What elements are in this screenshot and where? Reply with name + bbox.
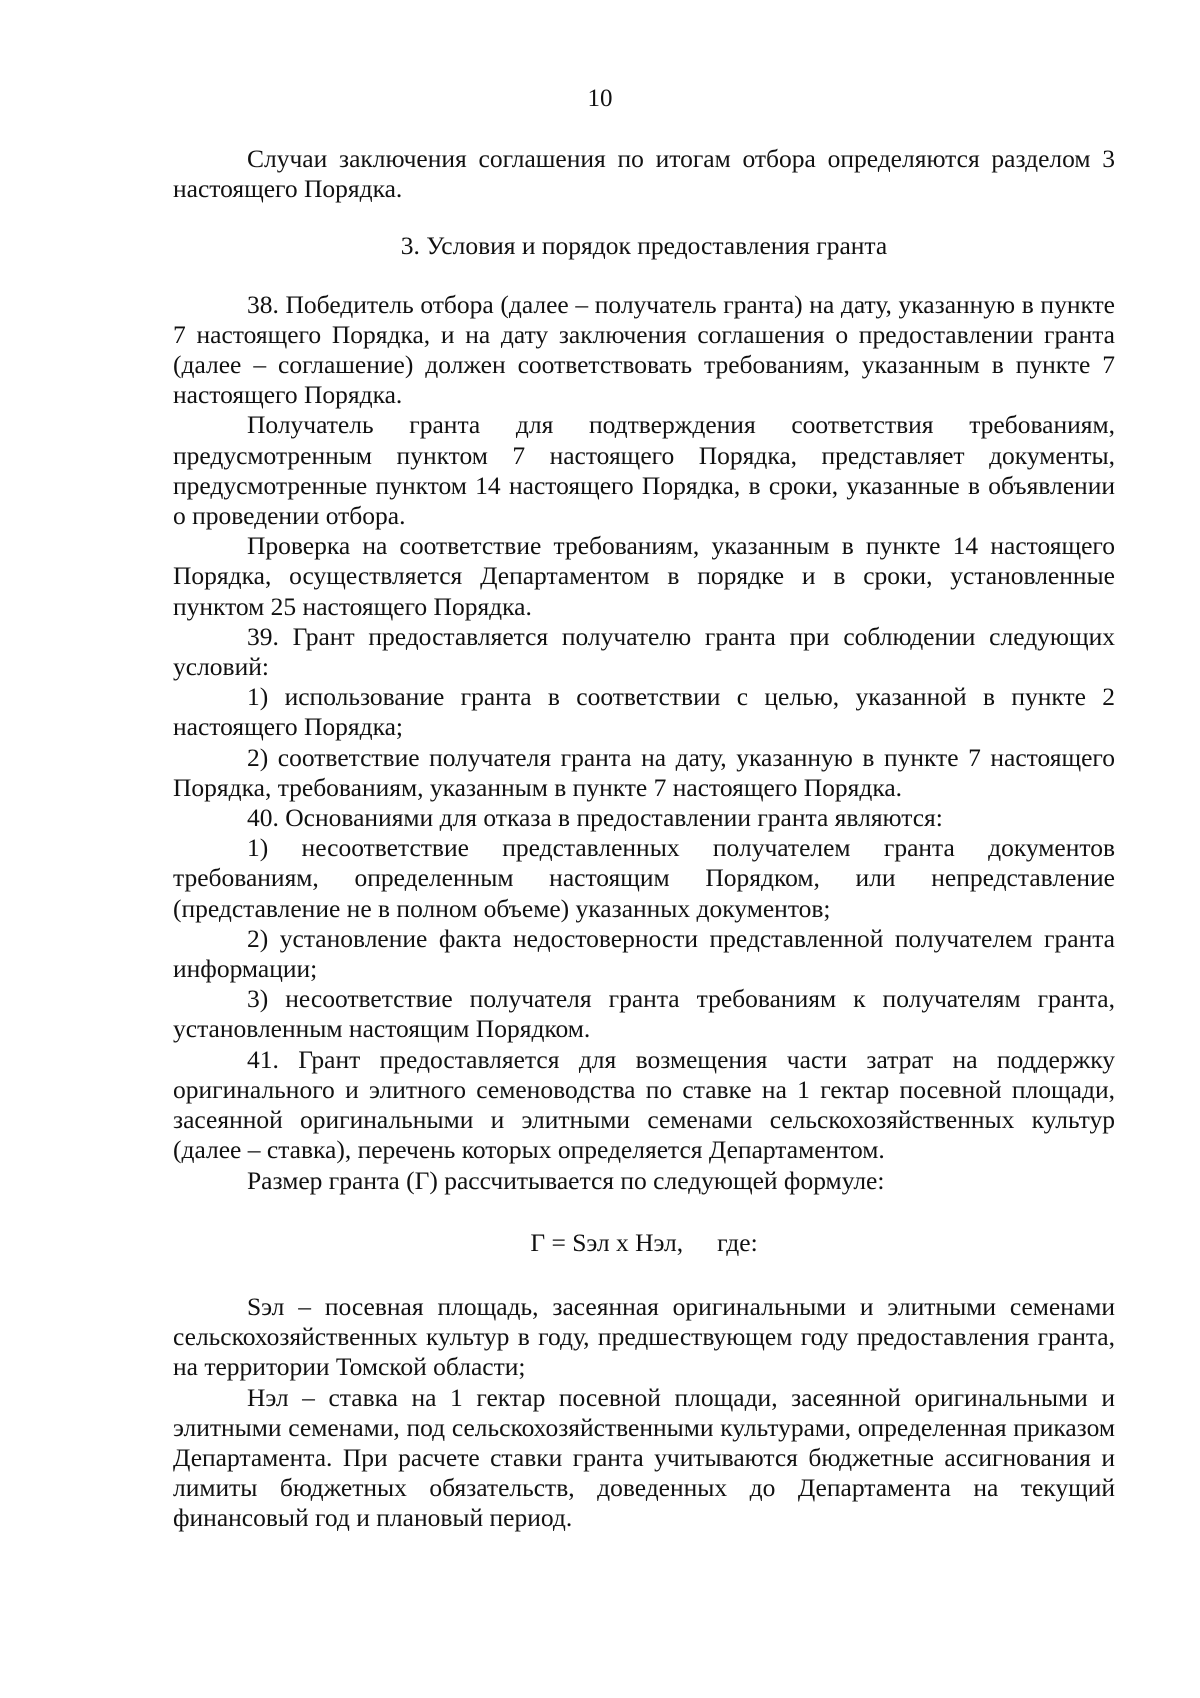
paragraph-41: 41. Грант предоставляется для возмещения части затрат на поддержку оригинального и элитного семеноводства по ставке на 1 гектар посевной площади, засеянной оригинальными и элитными семенами сельскохозяйственных культур (далее – ставка), перечень которых определяется Департаментом.	[173, 1044, 1115, 1165]
paragraph-41-grant-size: Размер гранта (Г) рассчитывается по следующей формуле:	[247, 1165, 885, 1195]
paragraph-39-item-2: 2) соответствие получателя гранта на дату, указанную в пункте 7 настоящего Порядка, требованиям, указанным в пункте 7 настоящего Порядка.	[173, 742, 1115, 802]
paragraph-40: 40. Основаниями для отказа в предоставлении гранта являются:	[247, 803, 943, 833]
definition-nel: Нэл – ставка на 1 гектар посевной площади, засеянной оригинальными и элитными семенами, под сельскохозяйственными культурами, определенная приказом Департамента. При расчете ставки гранта учитываются бюджетные ассигнования и лимиты бюджетных обязательств, доведенных до Департамента на текущий финансовый год и плановый период.	[173, 1382, 1115, 1533]
paragraph-40-item-3: 3) несоответствие получателя гранта требованиям к получателям гранта, установленным настоящим Порядком.	[173, 984, 1115, 1044]
paragraph-38-verification: Проверка на соответствие требованиям, указанным в пункте 14 настоящего Порядка, осуществляется Департаментом в порядке и в сроки, установленные пунктом 25 настоящего Порядка.	[173, 531, 1115, 621]
paragraph-intro: Случаи заключения соглашения по итогам отбора определяются разделом 3 настоящего Порядка.	[173, 144, 1115, 204]
formula-expression: Г = Sэл х Нэл,	[530, 1227, 684, 1257]
definition-sel: Sэл – посевная площадь, засеянная оригинальными и элитными семенами сельскохозяйственных культур в году, предшествующем году предоставления гранта, на территории Томской области;	[173, 1291, 1115, 1382]
grant-formula	[173, 1228, 1115, 1258]
paragraph-39-item-1: 1) использование гранта в соответствии с целью, указанной в пункте 2 настоящего Порядка;	[173, 682, 1115, 742]
paragraph-39: 39. Грант предоставляется получателю гранта при соблюдении следующих условий:	[173, 621, 1115, 682]
paragraph-40-item-2: 2) установление факта недостоверности представленной получателем гранта информации;	[173, 923, 1115, 984]
paragraph-40-item-1: 1) несоответствие представленных получателем гранта документов требованиям, определенным настоящим Порядком, или непредставление (представление не в полном объеме) указанных документов;	[173, 833, 1115, 923]
section-heading: 3. Условия и порядок предоставления гранта	[400, 231, 888, 261]
document-body	[173, 144, 1115, 1534]
paragraph-38: 38. Победитель отбора (далее – получатель гранта) на дату, указанную в пункте 7 настоящего Порядка, и на дату заключения соглашения о предоставлении гранта (далее – соглашение) должен соответствовать требованиям, указанным в пункте 7 настоящего Порядка.	[173, 289, 1115, 410]
page-number: 10	[587, 85, 613, 112]
formula-where: где:	[717, 1227, 758, 1257]
paragraph-38-documents: Получатель гранта для подтверждения соответствия требованиям, предусмотренным пунктом 7 настоящего Порядка, представляет документы, предусмотренные пунктом 14 настоящего Порядка, в сроки, указанные в объявлении о проведении отбора.	[173, 410, 1115, 531]
